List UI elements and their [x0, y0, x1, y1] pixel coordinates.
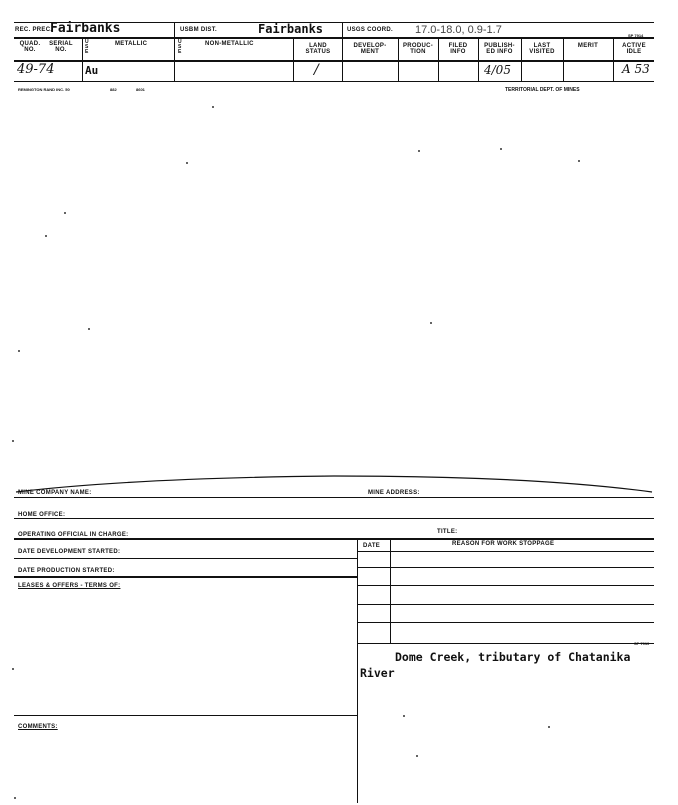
- location-line-2: River: [360, 666, 395, 680]
- rule: [14, 538, 654, 540]
- table-date-divider: [390, 538, 391, 644]
- divider: [82, 60, 83, 81]
- rule: [357, 567, 654, 568]
- rec-prec-label: REC. PREC.: [15, 27, 53, 33]
- speck: [88, 328, 90, 330]
- divider: [174, 22, 175, 81]
- rec-prec-value: Fairbanks: [50, 21, 121, 36]
- row-quad-serial: 49-74: [17, 62, 55, 77]
- header-rule-bottom: [14, 60, 654, 62]
- col-land-status: LAND STATUS: [305, 43, 331, 55]
- rule: [14, 576, 357, 578]
- row-rule: [14, 81, 654, 82]
- col-use-metallic: U S E: [85, 39, 89, 55]
- col-quad-no: QUAD. NO.: [19, 41, 41, 53]
- usbm-dist-value: Fairbanks: [258, 22, 324, 36]
- speck: [430, 322, 432, 324]
- rule: [357, 585, 654, 586]
- col-last-visited: LAST VISITED: [529, 43, 555, 55]
- rule: [14, 497, 654, 498]
- speck: [578, 160, 580, 162]
- rule: [14, 518, 654, 519]
- location-line-1: Dome Creek, tributary of Chatanika: [395, 650, 631, 664]
- col-use-nonmetallic: U S E: [178, 39, 182, 55]
- speck: [418, 150, 420, 152]
- rule: [357, 551, 654, 552]
- printer-imprint: REMINGTON RAND INC. 50: [18, 87, 70, 92]
- col-published-info: PUBLISH- ED INFO: [484, 43, 515, 55]
- printer-code-a: 882: [110, 87, 117, 92]
- speck: [64, 212, 66, 214]
- col-production: PRODUC- TION: [402, 43, 434, 55]
- speck: [416, 755, 418, 757]
- date-production-label: DATE PRODUCTION STARTED:: [18, 568, 115, 574]
- speck: [12, 440, 14, 442]
- col-active-idle: ACTIVE IDLE: [622, 43, 646, 55]
- operating-official-label: OPERATING OFFICIAL IN CHARGE:: [18, 532, 129, 538]
- speck: [403, 715, 405, 717]
- reason-column-label: REASON FOR WORK STOPPAGE: [452, 541, 555, 547]
- form-number-bottom: SP 7919: [634, 641, 650, 646]
- comments-label: COMMENTS:: [18, 724, 58, 730]
- speck: [500, 148, 502, 150]
- rule: [14, 715, 357, 716]
- col-merit: MERIT: [577, 43, 599, 49]
- header-rule-mid: [14, 37, 654, 39]
- speck: [186, 162, 188, 164]
- home-office-label: HOME OFFICE:: [18, 512, 66, 518]
- title-label: TITLE:: [437, 529, 458, 535]
- col-development: DEVELOP- MENT: [353, 43, 387, 55]
- col-serial-no: SERIAL NO.: [49, 41, 73, 53]
- usbm-dist-label: USBM DIST.: [180, 27, 218, 33]
- form-number-top: SP 7914: [628, 33, 644, 38]
- leases-label: LEASES & OFFERS - TERMS OF:: [18, 583, 121, 589]
- table-left-border: [357, 538, 358, 803]
- rule: [357, 622, 654, 623]
- rule: [357, 643, 654, 644]
- dept-imprint: TERRITORIAL DEPT. OF MINES: [505, 87, 580, 93]
- usgs-coord-label: USGS COORD.: [347, 27, 393, 33]
- mine-address-label: MINE ADDRESS:: [368, 490, 420, 496]
- mine-company-label: MINE COMPANY NAME:: [18, 490, 92, 496]
- row-active-idle: A 53: [622, 62, 650, 76]
- speck: [212, 106, 214, 108]
- date-column-label: DATE: [363, 543, 381, 549]
- row-published-info: 4/05: [484, 63, 511, 77]
- col-metallic: METALLIC: [115, 41, 148, 47]
- speck: [14, 797, 16, 799]
- rule: [357, 604, 654, 605]
- printer-code-b: 8601: [136, 87, 145, 92]
- row-metallic: Au: [85, 64, 99, 77]
- date-development-label: DATE DEVELOPMENT STARTED:: [18, 549, 121, 555]
- col-filed-info: FILED INFO: [448, 43, 468, 55]
- speck: [12, 668, 14, 670]
- row-land-status: /: [314, 62, 319, 78]
- speck: [18, 350, 20, 352]
- col-non-metallic: NON-METALLIC: [205, 41, 254, 47]
- speck: [45, 235, 47, 237]
- form-top-edge: [14, 472, 654, 494]
- usgs-coord-value: 17.0-18.0, 0.9-1.7: [415, 24, 502, 36]
- speck: [548, 726, 550, 728]
- rule: [14, 558, 357, 559]
